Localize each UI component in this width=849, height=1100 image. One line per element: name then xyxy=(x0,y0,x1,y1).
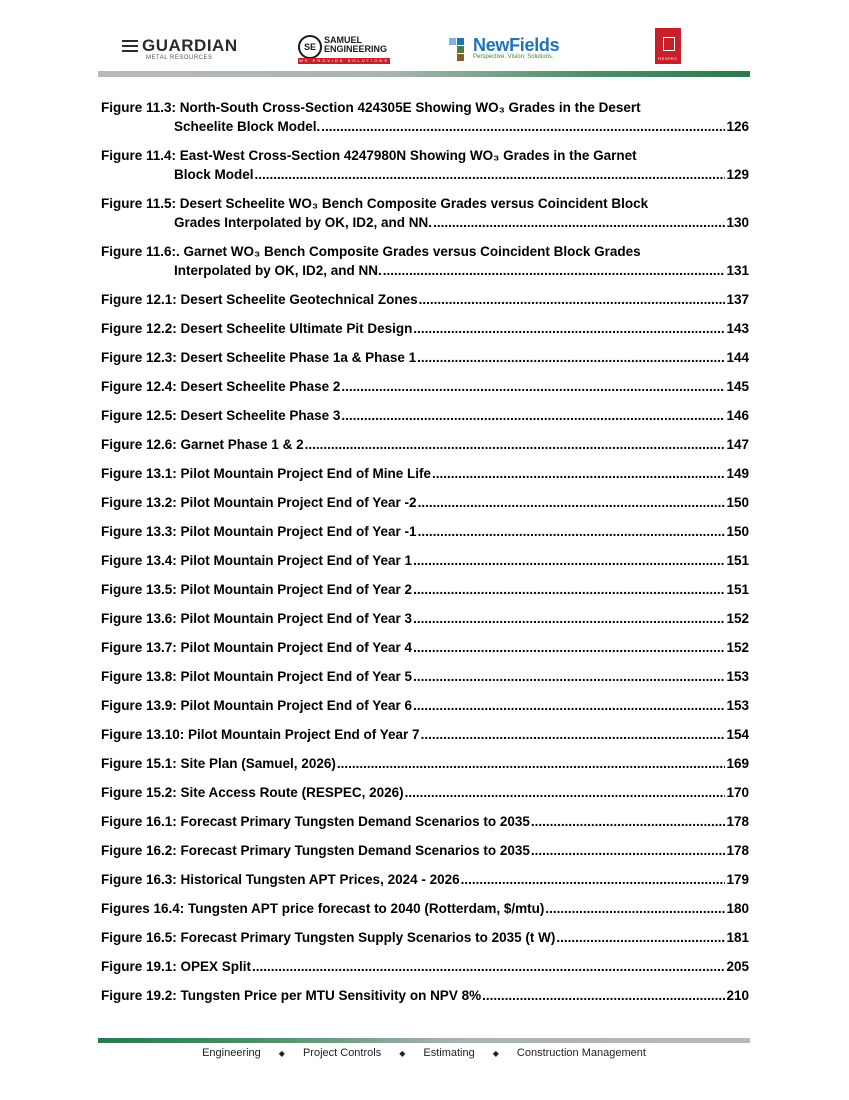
dot-leader xyxy=(252,957,725,976)
toc-page-number: 181 xyxy=(726,930,749,945)
toc-entry-label: Figure 13.2: Pilot Mountain Project End of Year -2 xyxy=(101,495,417,510)
toc-entry-label: Figure 11.3: North-South Cross-Section 424305E Showing WO₃ Grades in the Desert xyxy=(101,100,641,115)
toc-page-number: 149 xyxy=(726,466,749,481)
dot-leader xyxy=(556,928,725,947)
toc-entry[interactable] xyxy=(101,348,749,367)
toc-entry-label-continued: Interpolated by OK, ID2, and NN. xyxy=(174,263,382,278)
toc-entry[interactable] xyxy=(101,319,749,338)
toc-entry[interactable] xyxy=(101,783,749,802)
toc-entry-label: Figure 16.1: Forecast Primary Tungsten Demand Scenarios to 2035 xyxy=(101,814,530,829)
toc-page-number: 153 xyxy=(726,698,749,713)
toc-page-number: 178 xyxy=(726,843,749,858)
dot-leader xyxy=(461,870,726,889)
toc-entry-label: Figure 12.4: Desert Scheelite Phase 2 xyxy=(101,379,341,394)
respec-mark-icon xyxy=(663,37,675,51)
samuel-logo-line1: SAMUEL xyxy=(324,35,362,45)
dot-leader xyxy=(413,696,725,715)
toc-page-number: 131 xyxy=(726,263,749,278)
newfields-square-icon xyxy=(457,46,464,53)
dot-leader xyxy=(413,580,725,599)
toc-entry[interactable] xyxy=(101,580,749,599)
toc-page-number: 151 xyxy=(726,582,749,597)
newfields-logo-name: NewFields xyxy=(473,35,560,55)
newfields-square-icon xyxy=(449,38,456,45)
footer-item: Engineering xyxy=(202,1047,261,1059)
toc-page-number: 151 xyxy=(726,553,749,568)
dot-leader xyxy=(341,406,725,425)
toc-entry-label-continued: Block Model xyxy=(174,167,254,182)
toc-entry[interactable] xyxy=(101,754,749,773)
toc-entry[interactable] xyxy=(101,242,749,280)
newfields-square-icon xyxy=(457,54,464,61)
toc-entry[interactable] xyxy=(101,290,749,309)
toc-entry-label: Figures 16.4: Tungsten APT price forecast to 2040 (Rotterdam, $/mtu) xyxy=(101,901,545,916)
guardian-logo-subtitle: METAL RESOURCES xyxy=(146,55,213,61)
dot-leader xyxy=(405,783,726,802)
dot-leader xyxy=(531,841,726,860)
footer-item: Estimating xyxy=(423,1047,475,1059)
toc-page-number: 179 xyxy=(726,872,749,887)
toc-entry[interactable] xyxy=(101,609,749,628)
dot-leader xyxy=(419,290,726,309)
toc-page-number: 153 xyxy=(726,669,749,684)
toc-entry-label: Figure 19.2: Tungsten Price per MTU Sensitivity on NPV 8% xyxy=(101,988,482,1003)
toc-entry-label: Figure 12.3: Desert Scheelite Phase 1a & Phase 1 xyxy=(101,350,417,365)
toc-entry-label: Figure 13.10: Pilot Mountain Project End of Year 7 xyxy=(101,727,420,742)
toc-entry[interactable] xyxy=(101,696,749,715)
toc-entry-label: Figure 11.5: Desert Scheelite WO₃ Bench Composite Grades versus Coincident Block xyxy=(101,196,649,211)
toc-entry-label: Figure 12.5: Desert Scheelite Phase 3 xyxy=(101,408,341,423)
toc-entry-label: Figure 16.5: Forecast Primary Tungsten Supply Scenarios to 2035 (t W) xyxy=(101,930,556,945)
toc-entry-label-continued: Grades Interpolated by OK, ID2, and NN. xyxy=(174,215,433,230)
newfields-logo-tagline: Perspective. Vision. Solutions. xyxy=(473,54,554,60)
toc-entry[interactable] xyxy=(101,522,749,541)
toc-page-number: 169 xyxy=(726,756,749,771)
dot-leader xyxy=(417,348,725,367)
toc-page-number: 152 xyxy=(726,611,749,626)
toc-page-number: 154 xyxy=(726,727,749,742)
toc-entry-label: Figure 13.4: Pilot Mountain Project End of Year 1 xyxy=(101,553,413,568)
dot-leader xyxy=(432,464,725,483)
toc-page-number: 147 xyxy=(726,437,749,452)
dot-leader xyxy=(305,435,726,454)
toc-entry-label: Figure 16.3: Historical Tungsten APT Prices, 2024 - 2026 xyxy=(101,872,460,887)
dot-leader xyxy=(413,609,725,628)
toc-page-number: 130 xyxy=(726,215,749,230)
toc-page-number: 150 xyxy=(726,524,749,539)
toc-page-number: 170 xyxy=(726,785,749,800)
toc-page-number: 126 xyxy=(726,119,749,134)
toc-entry-label: Figure 15.2: Site Access Route (RESPEC, 2026) xyxy=(101,785,404,800)
toc-entry[interactable] xyxy=(101,928,749,947)
toc-entry-label: Figure 13.9: Pilot Mountain Project End of Year 6 xyxy=(101,698,413,713)
header-divider xyxy=(98,71,750,77)
toc-entry[interactable] xyxy=(101,899,749,918)
toc-entry-label: Figure 13.3: Pilot Mountain Project End of Year -1 xyxy=(101,524,417,539)
footer-item: Project Controls xyxy=(302,1047,382,1059)
toc-entry[interactable] xyxy=(101,551,749,570)
dot-leader xyxy=(413,667,725,686)
toc-entry[interactable] xyxy=(101,435,749,454)
dot-leader xyxy=(418,522,726,541)
table-of-figures xyxy=(101,98,749,1015)
toc-page-number: 152 xyxy=(726,640,749,655)
toc-page-number: 210 xyxy=(726,988,749,1003)
toc-entry-label: Figure 19.1: OPEX Split xyxy=(101,959,252,974)
samuel-se-icon: SE xyxy=(298,35,322,59)
toc-page-number: 145 xyxy=(726,379,749,394)
toc-page-number: 146 xyxy=(726,408,749,423)
toc-entry[interactable] xyxy=(101,377,749,396)
toc-entry-label-continued: Scheelite Block Model. xyxy=(174,119,321,134)
respec-logo-name: RESPEC xyxy=(658,56,678,61)
dot-leader xyxy=(255,165,726,184)
dot-leader xyxy=(321,117,725,136)
toc-page-number: 137 xyxy=(726,292,749,307)
dot-leader xyxy=(413,551,725,570)
toc-page-number: 205 xyxy=(726,959,749,974)
toc-entry-label: Figure 16.2: Forecast Primary Tungsten Demand Scenarios to 2035 xyxy=(101,843,530,858)
dot-leader xyxy=(383,261,726,280)
dot-leader xyxy=(421,725,726,744)
toc-entry-label: Figure 15.1: Site Plan (Samuel, 2026) xyxy=(101,756,336,771)
toc-entry-label: Figure 13.1: Pilot Mountain Project End of Mine Life xyxy=(101,466,432,481)
toc-page-number: 143 xyxy=(726,321,749,336)
footer-diamond-icon: ◆ xyxy=(278,1048,285,1058)
footer-diamond-icon: ◆ xyxy=(399,1048,406,1058)
dot-leader xyxy=(341,377,725,396)
guardian-lines-icon xyxy=(122,40,138,52)
toc-entry-label: Figure 12.2: Desert Scheelite Ultimate Pit Design xyxy=(101,321,413,336)
toc-page-number: 150 xyxy=(726,495,749,510)
toc-entry-label: Figure 13.8: Pilot Mountain Project End of Year 5 xyxy=(101,669,413,684)
toc-page-number: 144 xyxy=(726,350,749,365)
toc-entry[interactable] xyxy=(101,638,749,657)
toc-entry-label: Figure 13.6: Pilot Mountain Project End of Year 3 xyxy=(101,611,413,626)
footer-divider xyxy=(98,1038,750,1043)
toc-page-number: 178 xyxy=(726,814,749,829)
toc-page-number: 129 xyxy=(726,167,749,182)
newfields-square-icon xyxy=(457,38,464,45)
toc-entry[interactable] xyxy=(101,98,749,136)
samuel-engineering-logo xyxy=(298,34,390,64)
toc-entry[interactable] xyxy=(101,986,749,1005)
dot-leader xyxy=(545,899,725,918)
dot-leader xyxy=(337,754,726,773)
toc-entry-label: Figure 11.6:. Garnet WO₃ Bench Composite Grades versus Coincident Block Grades xyxy=(101,244,641,259)
guardian-logo-name: GUARDIAN xyxy=(142,36,238,55)
toc-entry[interactable] xyxy=(101,870,749,889)
dot-leader xyxy=(418,493,726,512)
toc-entry[interactable] xyxy=(101,406,749,425)
toc-entry[interactable] xyxy=(101,493,749,512)
dot-leader xyxy=(433,213,725,232)
dot-leader xyxy=(413,319,725,338)
page-header xyxy=(0,0,849,80)
toc-entry[interactable] xyxy=(101,725,749,744)
toc-entry[interactable] xyxy=(101,812,749,831)
samuel-logo-tagline: WE PROVIDE SOLUTIONS xyxy=(299,58,389,63)
toc-entry[interactable] xyxy=(101,194,749,232)
toc-entry[interactable] xyxy=(101,667,749,686)
toc-entry[interactable] xyxy=(101,957,749,976)
dot-leader xyxy=(413,638,725,657)
dot-leader xyxy=(531,812,726,831)
toc-page-number: 180 xyxy=(726,901,749,916)
toc-entry-label: Figure 12.1: Desert Scheelite Geotechnical Zones xyxy=(101,292,418,307)
samuel-logo-line2: ENGINEERING xyxy=(324,44,388,54)
footer-item: Construction Management xyxy=(516,1047,646,1059)
toc-entry[interactable] xyxy=(101,841,749,860)
dot-leader xyxy=(482,986,725,1005)
toc-entry-label: Figure 13.7: Pilot Mountain Project End of Year 4 xyxy=(101,640,413,655)
guardian-logo xyxy=(122,36,238,61)
page-footer xyxy=(98,1047,750,1059)
toc-entry-label: Figure 12.6: Garnet Phase 1 & 2 xyxy=(101,437,304,452)
toc-entry[interactable] xyxy=(101,146,749,184)
respec-logo xyxy=(655,28,681,64)
toc-entry[interactable] xyxy=(101,464,749,483)
toc-entry-label: Figure 13.5: Pilot Mountain Project End of Year 2 xyxy=(101,582,413,597)
newfields-logo xyxy=(449,37,579,65)
footer-diamond-icon: ◆ xyxy=(492,1048,499,1058)
toc-entry-label: Figure 11.4: East-West Cross-Section 4247980N Showing WO₃ Grades in the Garnet xyxy=(101,148,637,163)
